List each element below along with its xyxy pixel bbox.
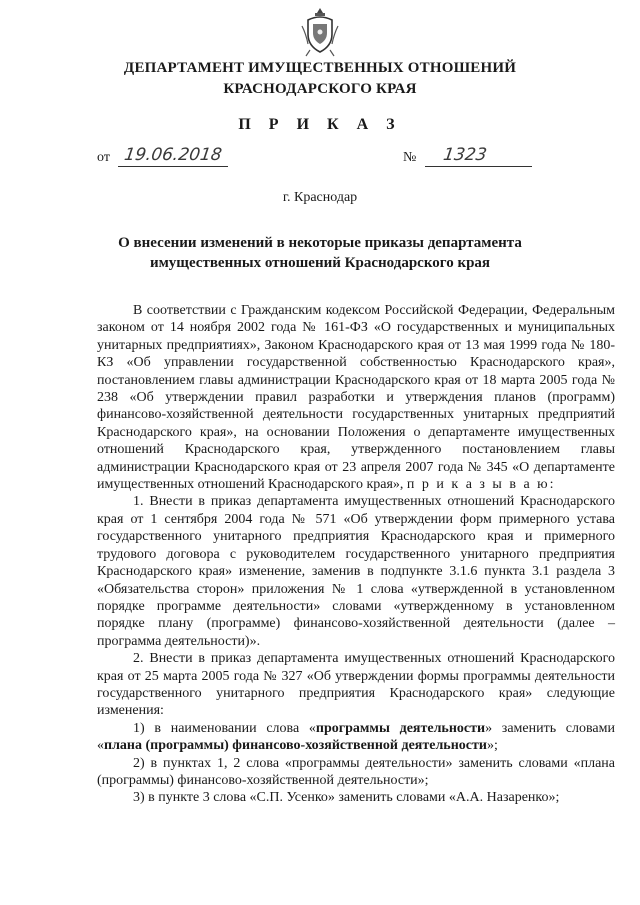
subitem-3: 3) в пункте 3 слова «С.П. Усенко» заменить словами «А.А. Назаренко»;: [133, 790, 560, 806]
preamble-order-word: п р и к а з ы в а ю:: [406, 477, 556, 493]
subitem-1-suffix: »;: [486, 738, 498, 754]
preamble-paragraph: [97, 302, 615, 493]
subject-line2: имущественных отношений Краснодарского края: [149, 255, 491, 271]
subitem-1: [97, 720, 615, 755]
subitem-1-old-words: программы деятельности: [315, 720, 486, 736]
subitem-1-prefix: 1) в наименовании слова «: [133, 720, 316, 736]
subitem-2: 2) в пунктах 1, 2 слова «программы деятельности» заменить словами «плана (программы) финансово-хозяйственной деятельности»;: [97, 755, 615, 788]
number-underline: [425, 166, 532, 167]
preamble-text: В соответствии с Гражданским кодексом Российской Федерации, Федеральным законом от 14 ноября 2002 года № 161-ФЗ «О государственных и муниципальных унитарных предприятиях», Законом Краснодарского края от 13 мая 1999 года № 180-КЗ «Об управлении государственной собственностью Краснодарского края», постановлением главы администрации Краснодарского края от 18 марта 2005 года № 238 «Об утверждении правил разработки и утверждения планов (программ) финансово-хозяйственной деятельности государственных унитарных предприятий Краснодарского края», на основании Положения о департаменте имущественных отношений Краснодарского края, утвержденного постановлением главы администрации Краснодарского края от 23 апреля 2007 года № 345 «О департаменте имущественных отношений Краснодарского края»,: [97, 303, 615, 493]
department-name-line1: ДЕПАРТАМЕНТ ИМУЩЕСТВЕННЫХ ОТНОШЕНИЙ: [123, 60, 517, 76]
item-2: 2. Внести в приказ департамента имущественных отношений Краснодарского края от 25 марта 2005 года № 327 «Об утверждении формы программы деятельности государственного унитарного предприятия Краснодарского края» следующие изменения:: [97, 651, 615, 719]
date-label: от: [97, 150, 110, 165]
order-title: П Р И К А З: [238, 116, 402, 133]
item-1: 1. Внести в приказ департамента имущественных отношений Краснодарского края от 1 сентября 2004 года № 571 «Об утверждении форм примерного устава государственного унитарного предприятия Краснодарского края и примерного трудового договора с руководителем государственного унитарного предприятия Краснодарского края» изменение, заменив в подпункте 3.1.6 пункта 3.1 раздела 3 «Обязательства сторон» приложения № 1 слова «утвержденной в установленном порядке программе деятельности» словами «утвержденному в установленном порядке плану (программе) финансово-хозяйственной деятельности (далее – программа деятельности)».: [97, 494, 615, 649]
subitem-1-new-words: плана (программы) финансово-хозяйственной деятельности: [104, 738, 487, 754]
city: г. Краснодар: [282, 190, 358, 205]
subitem-1-middle: » заменить словами «: [97, 720, 616, 754]
subject-line1: О внесении изменений в некоторые приказы департамента: [118, 235, 522, 251]
order-date: 19.06.2018: [122, 145, 224, 165]
department-name-line2: КРАСНОДАРСКОГО КРАЯ: [223, 81, 417, 97]
date-underline: [118, 166, 228, 167]
number-label: №: [403, 150, 417, 165]
coat-of-arms-icon: [300, 6, 340, 58]
order-body: [97, 302, 615, 807]
order-number: 1323: [441, 145, 489, 165]
